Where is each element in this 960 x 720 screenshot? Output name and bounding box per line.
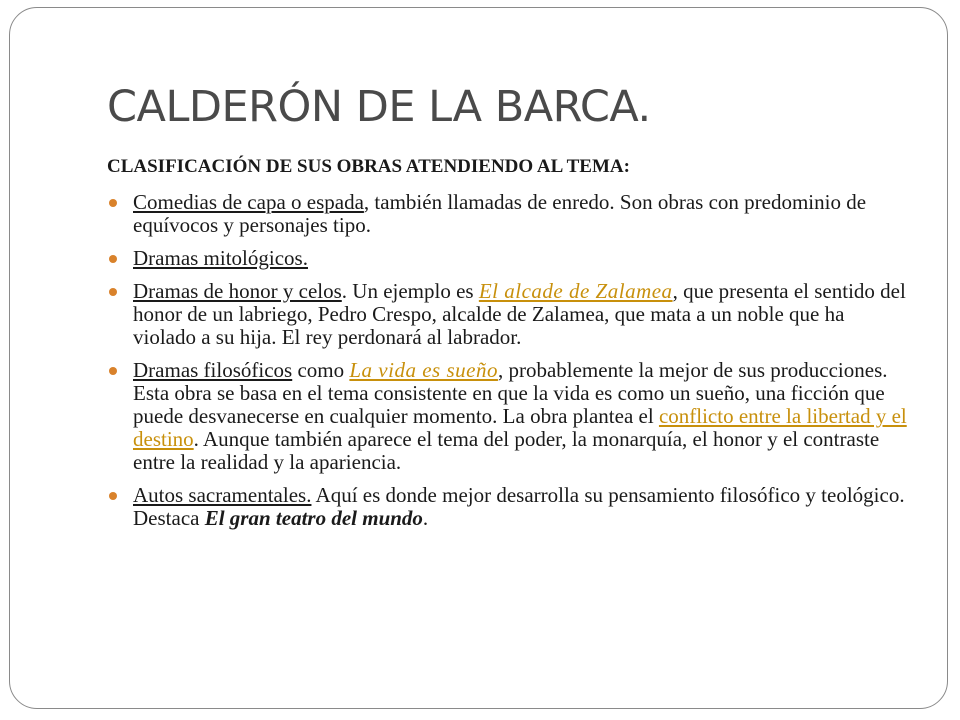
item-term: Comedias de capa o espada — [133, 190, 364, 214]
item-text: , probablemente la mejor de sus producciones. Esta obra se basa en el tema consistente en que la vida es como un sueño, una ficción que puede desvanecerse en cualquier momento. La obra plantea el — [133, 358, 888, 428]
list-item-comedias — [107, 191, 907, 237]
bullet-dot-icon — [109, 199, 117, 207]
bullet-list — [107, 191, 907, 530]
item-text: . Un ejemplo es — [341, 279, 479, 303]
work-title: El gran teatro del mundo — [204, 506, 423, 530]
slide-content — [107, 155, 907, 540]
item-term: Dramas filosóficos — [133, 358, 293, 382]
item-text: como — [292, 358, 350, 382]
link-conflicto-libertad-destino[interactable]: conflicto entre la libertad y el destino — [133, 404, 907, 451]
item-term: Dramas mitológicos. — [133, 246, 308, 270]
bullet-dot-icon — [109, 492, 117, 500]
bullet-dot-icon — [109, 367, 117, 375]
item-text: . Aunque también aparece el tema del poder, la monarquía, el honor y el contraste entre la realidad y la apariencia. — [133, 427, 880, 474]
item-text: , que presenta el sentido del honor de un labriego, Pedro Crespo, alcalde de Zalamea, que mata a un noble que ha violado a su hija. El rey perdonará al labrador. — [133, 279, 906, 349]
subheading: CLASIFICACIÓN DE SUS OBRAS ATENDIENDO AL TEMA: — [107, 156, 630, 177]
list-item-dramas-filosoficos — [107, 359, 907, 474]
item-text: Aquí es donde mejor desarrolla su pensamiento filosófico y teológico. Destaca — [133, 483, 905, 530]
slide-title: CALDERÓN DE LA BARCA. — [107, 82, 651, 132]
list-item-dramas-mitologicos — [107, 247, 907, 270]
item-term: Dramas de honor y celos — [133, 279, 342, 303]
bullet-dot-icon — [109, 255, 117, 263]
item-text: , también llamadas de enredo. Son obras con predominio de equívocos y personajes tipo. — [133, 190, 867, 237]
item-term: Autos sacramentales. — [133, 483, 312, 507]
item-text: . — [422, 506, 429, 530]
list-item-dramas-honor — [107, 280, 907, 349]
link-la-vida-es-sueno[interactable]: La vida es sueño — [349, 358, 498, 382]
bullet-dot-icon — [109, 288, 117, 296]
link-alcalde-de-zalamea[interactable]: El alcade de Zalamea — [478, 279, 673, 303]
list-item-autos-sacramentales — [107, 484, 907, 530]
